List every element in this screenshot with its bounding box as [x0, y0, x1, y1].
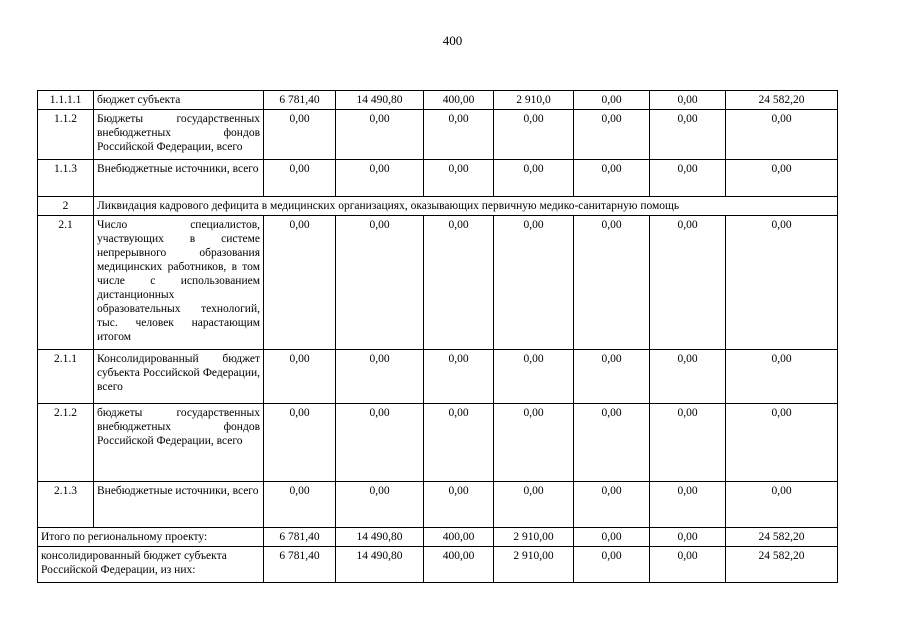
row-name: Число специалистов, участвующих в системе непрерывного образования медицинских работников, в том числе с использованием дистанционных образовательных технологий, тыс. человек нарастающим итогом	[94, 216, 264, 350]
row-code: 1.1.2	[38, 110, 94, 160]
row-value: 0,00	[424, 404, 494, 482]
page-number: 400	[442, 33, 463, 48]
row-value: 0,00	[726, 482, 838, 528]
total-value: 24 582,20	[726, 528, 838, 547]
row-code: 2.1.3	[38, 482, 94, 528]
row-value: 0,00	[424, 110, 494, 160]
row-value: 0,00	[650, 160, 726, 197]
row-value: 0,00	[424, 482, 494, 528]
total-value: 0,00	[574, 547, 650, 583]
row-value: 0,00	[264, 350, 336, 404]
total-value: 0,00	[650, 528, 726, 547]
row-value: 0,00	[264, 160, 336, 197]
row-value: 0,00	[650, 482, 726, 528]
row-value: 0,00	[650, 404, 726, 482]
table-row	[38, 91, 838, 110]
row-value: 0,00	[574, 404, 650, 482]
budget-table	[37, 90, 838, 583]
row-value: 0,00	[494, 404, 574, 482]
total-value: 0,00	[650, 547, 726, 583]
row-value: 0,00	[424, 160, 494, 197]
row-name: бюджет субъекта	[94, 91, 264, 110]
row-value: 0,00	[574, 350, 650, 404]
row-value: 0,00	[264, 482, 336, 528]
row-value: 0,00	[574, 91, 650, 110]
total-value: 6 781,40	[264, 528, 336, 547]
row-name: Внебюджетные источники, всего	[94, 160, 264, 197]
row-value: 0,00	[336, 160, 424, 197]
row-value: 0,00	[726, 160, 838, 197]
table-row	[38, 110, 838, 160]
row-name: Бюджеты государственных внебюджетных фондов Российской Федерации, всего	[94, 110, 264, 160]
row-value: 0,00	[494, 216, 574, 350]
total-value: 24 582,20	[726, 547, 838, 583]
row-value: 0,00	[650, 350, 726, 404]
row-value: 2 910,0	[494, 91, 574, 110]
total-value: 6 781,40	[264, 547, 336, 583]
row-value: 0,00	[650, 91, 726, 110]
row-value: 0,00	[494, 350, 574, 404]
table-row	[38, 350, 838, 404]
row-code: 2.1.1	[38, 350, 94, 404]
row-value: 0,00	[494, 482, 574, 528]
row-value: 0,00	[650, 110, 726, 160]
row-code: 2.1.2	[38, 404, 94, 482]
total-value: 2 910,00	[494, 528, 574, 547]
row-value: 0,00	[494, 110, 574, 160]
row-value: 0,00	[574, 216, 650, 350]
row-value: 0,00	[726, 216, 838, 350]
row-value: 0,00	[726, 350, 838, 404]
row-name: Внебюджетные источники, всего	[94, 482, 264, 528]
row-value: 400,00	[424, 91, 494, 110]
total-value: 14 490,80	[336, 547, 424, 583]
total-value: 400,00	[424, 528, 494, 547]
row-value: 0,00	[264, 216, 336, 350]
row-value: 0,00	[574, 160, 650, 197]
row-value: 0,00	[336, 404, 424, 482]
row-value: 0,00	[650, 216, 726, 350]
total-row	[38, 528, 838, 547]
row-code: 1.1.1.1	[38, 91, 94, 110]
table-row	[38, 216, 838, 350]
row-value: 0,00	[494, 160, 574, 197]
section-row	[38, 197, 838, 216]
total-value: 0,00	[574, 528, 650, 547]
total-value: 14 490,80	[336, 528, 424, 547]
row-code: 1.1.3	[38, 160, 94, 197]
row-value: 0,00	[574, 482, 650, 528]
row-value: 0,00	[336, 350, 424, 404]
section-code: 2	[38, 197, 94, 216]
row-value: 0,00	[264, 404, 336, 482]
row-code: 2.1	[38, 216, 94, 350]
table-row	[38, 160, 838, 197]
row-value: 0,00	[574, 110, 650, 160]
row-value: 0,00	[336, 110, 424, 160]
row-name: Консолидированный бюджет субъекта Российской Федерации, всего	[94, 350, 264, 404]
row-value: 0,00	[264, 110, 336, 160]
row-value: 6 781,40	[264, 91, 336, 110]
total-label: Итого по региональному проекту:	[38, 528, 264, 547]
total-row	[38, 547, 838, 583]
row-value: 0,00	[726, 110, 838, 160]
total-label: консолидированный бюджет субъекта Российской Федерации, из них:	[38, 547, 264, 583]
table-row	[38, 404, 838, 482]
row-name: бюджеты государственных внебюджетных фондов Российской Федерации, всего	[94, 404, 264, 482]
table-row	[38, 482, 838, 528]
row-value: 0,00	[424, 350, 494, 404]
row-value: 0,00	[424, 216, 494, 350]
section-title: Ликвидация кадрового дефицита в медицинских организациях, оказывающих первичную медико-санитарную помощь	[94, 197, 838, 216]
row-value: 24 582,20	[726, 91, 838, 110]
total-value: 2 910,00	[494, 547, 574, 583]
row-value: 0,00	[336, 482, 424, 528]
total-value: 400,00	[424, 547, 494, 583]
row-value: 0,00	[336, 216, 424, 350]
row-value: 0,00	[726, 404, 838, 482]
row-value: 14 490,80	[336, 91, 424, 110]
